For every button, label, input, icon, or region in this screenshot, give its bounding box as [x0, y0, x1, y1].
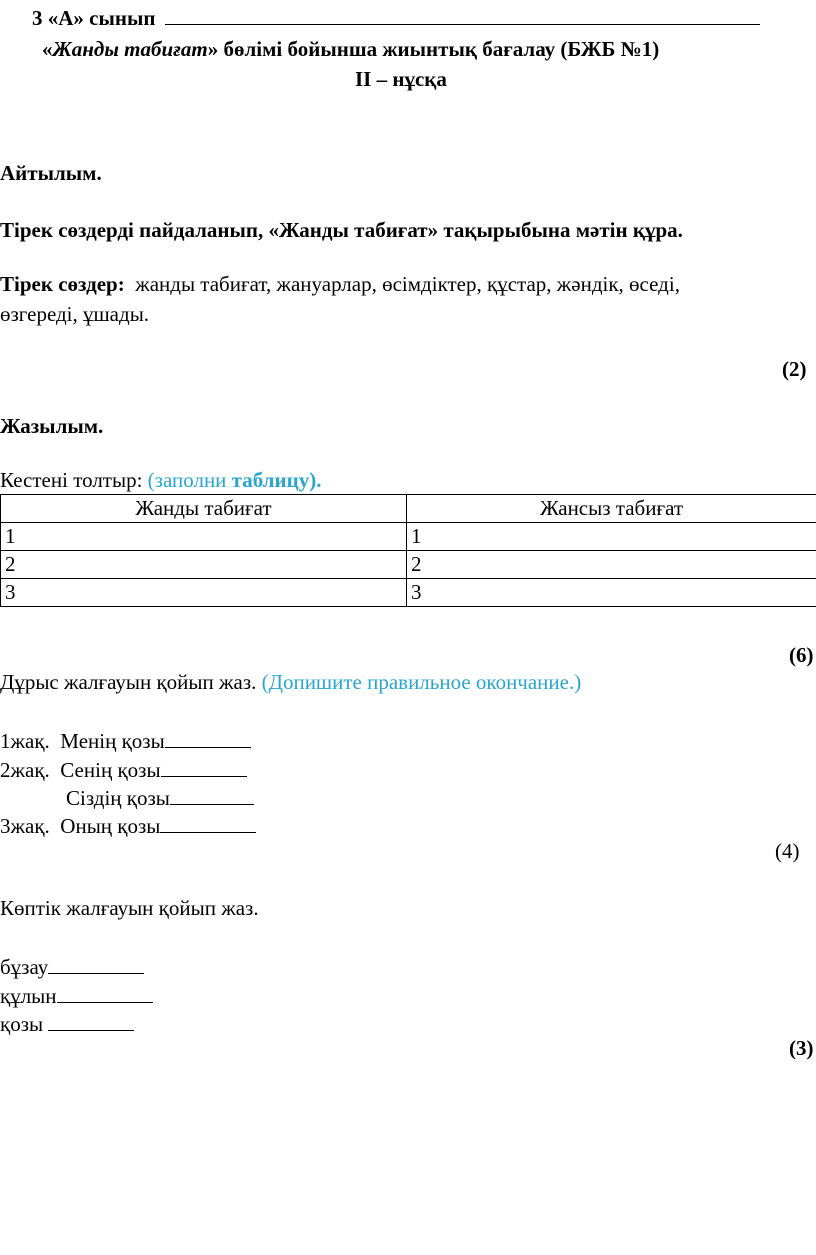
list-item: [0, 756, 247, 783]
list-item: [0, 727, 251, 754]
keywords-text-1: жанды табиғат, жануарлар, өсімдіктер, құстар, жәндік, өседі,: [135, 272, 680, 296]
table-instruction-ru-a: (заполни: [147, 468, 227, 492]
document-title: [42, 37, 659, 62]
table-score: (6): [789, 643, 814, 667]
table-header-row: [1, 495, 816, 523]
table-cell[interactable]: 1: [1, 523, 407, 551]
list-item: [66, 784, 254, 811]
ending-phrase: Сіздің қозы: [66, 786, 170, 810]
answer-blank[interactable]: [165, 727, 251, 748]
answer-blank[interactable]: [161, 756, 247, 777]
endings-instruction-ru: (Допишите правильное окончание.): [261, 670, 582, 694]
table-row: [1, 551, 816, 579]
ending-phrase: Сенің қозы: [60, 758, 161, 782]
class-name-blank: [165, 4, 760, 25]
table-cell[interactable]: 3: [407, 579, 816, 607]
list-item: [0, 812, 256, 839]
table-cell[interactable]: 3: [1, 579, 407, 607]
keywords-text-2: өзгереді, ұшады.: [0, 302, 150, 326]
table-cell[interactable]: 2: [1, 551, 407, 579]
speaking-heading: Айтылым.: [0, 161, 102, 185]
table-header-nonliving: Жансыз табиғат: [407, 495, 816, 523]
variant-label: ІІ – нұсқа: [355, 67, 447, 91]
endings-instruction: Дұрыс жалғауын қойып жаз.: [0, 670, 257, 694]
list-item: [0, 982, 153, 1009]
ending-phrase: Оның қозы: [60, 814, 161, 838]
person-prefix: 1жақ.: [0, 729, 50, 753]
keywords-label: Тірек сөздер:: [0, 272, 125, 296]
answer-blank[interactable]: [48, 953, 144, 974]
title-open-quote: «: [42, 37, 53, 61]
plural-score: (3): [789, 1036, 814, 1060]
answer-blank[interactable]: [170, 784, 254, 805]
table-header-living: Жанды табиғат: [1, 495, 407, 523]
plural-instruction: Көптік жалғауын қойып жаз.: [0, 896, 259, 920]
list-item: [0, 1010, 134, 1037]
speaking-task: Тірек сөздерді пайдаланып, «Жанды табиғат» тақырыбына мәтін құра.: [0, 218, 683, 242]
table-cell[interactable]: 1: [407, 523, 816, 551]
endings-instruction-line: [0, 670, 581, 695]
answer-blank[interactable]: [48, 1010, 134, 1031]
title-rest: » бөлімі бойынша жиынтық бағалау (БЖБ №1): [207, 37, 660, 61]
table-row: [1, 579, 816, 607]
answer-blank[interactable]: [57, 982, 153, 1003]
list-item: [0, 953, 144, 980]
class-line: [32, 4, 760, 31]
nature-table: [0, 494, 816, 607]
table-instruction: [0, 468, 321, 493]
keywords-line: [0, 272, 680, 297]
table-cell[interactable]: 2: [407, 551, 816, 579]
title-italic: Жанды табиғат: [52, 37, 208, 61]
ending-phrase: Менің қозы: [60, 729, 165, 753]
person-prefix: 3жақ.: [0, 814, 50, 838]
speaking-score: (2): [782, 357, 807, 381]
table-row: [1, 523, 816, 551]
person-prefix: 2жақ.: [0, 758, 50, 782]
answer-blank[interactable]: [160, 812, 256, 833]
plural-word: бұзау: [0, 955, 49, 979]
plural-word: қозы: [0, 1012, 49, 1036]
plural-word: құлын: [0, 984, 57, 1008]
endings-score: (4): [775, 839, 800, 863]
table-instruction-ru-b: таблицу).: [231, 468, 322, 492]
writing-heading: Жазылым.: [0, 414, 104, 438]
class-label: 3 «А» сынып: [32, 6, 156, 30]
table-instruction-kz: Кестені толтыр:: [0, 468, 143, 492]
